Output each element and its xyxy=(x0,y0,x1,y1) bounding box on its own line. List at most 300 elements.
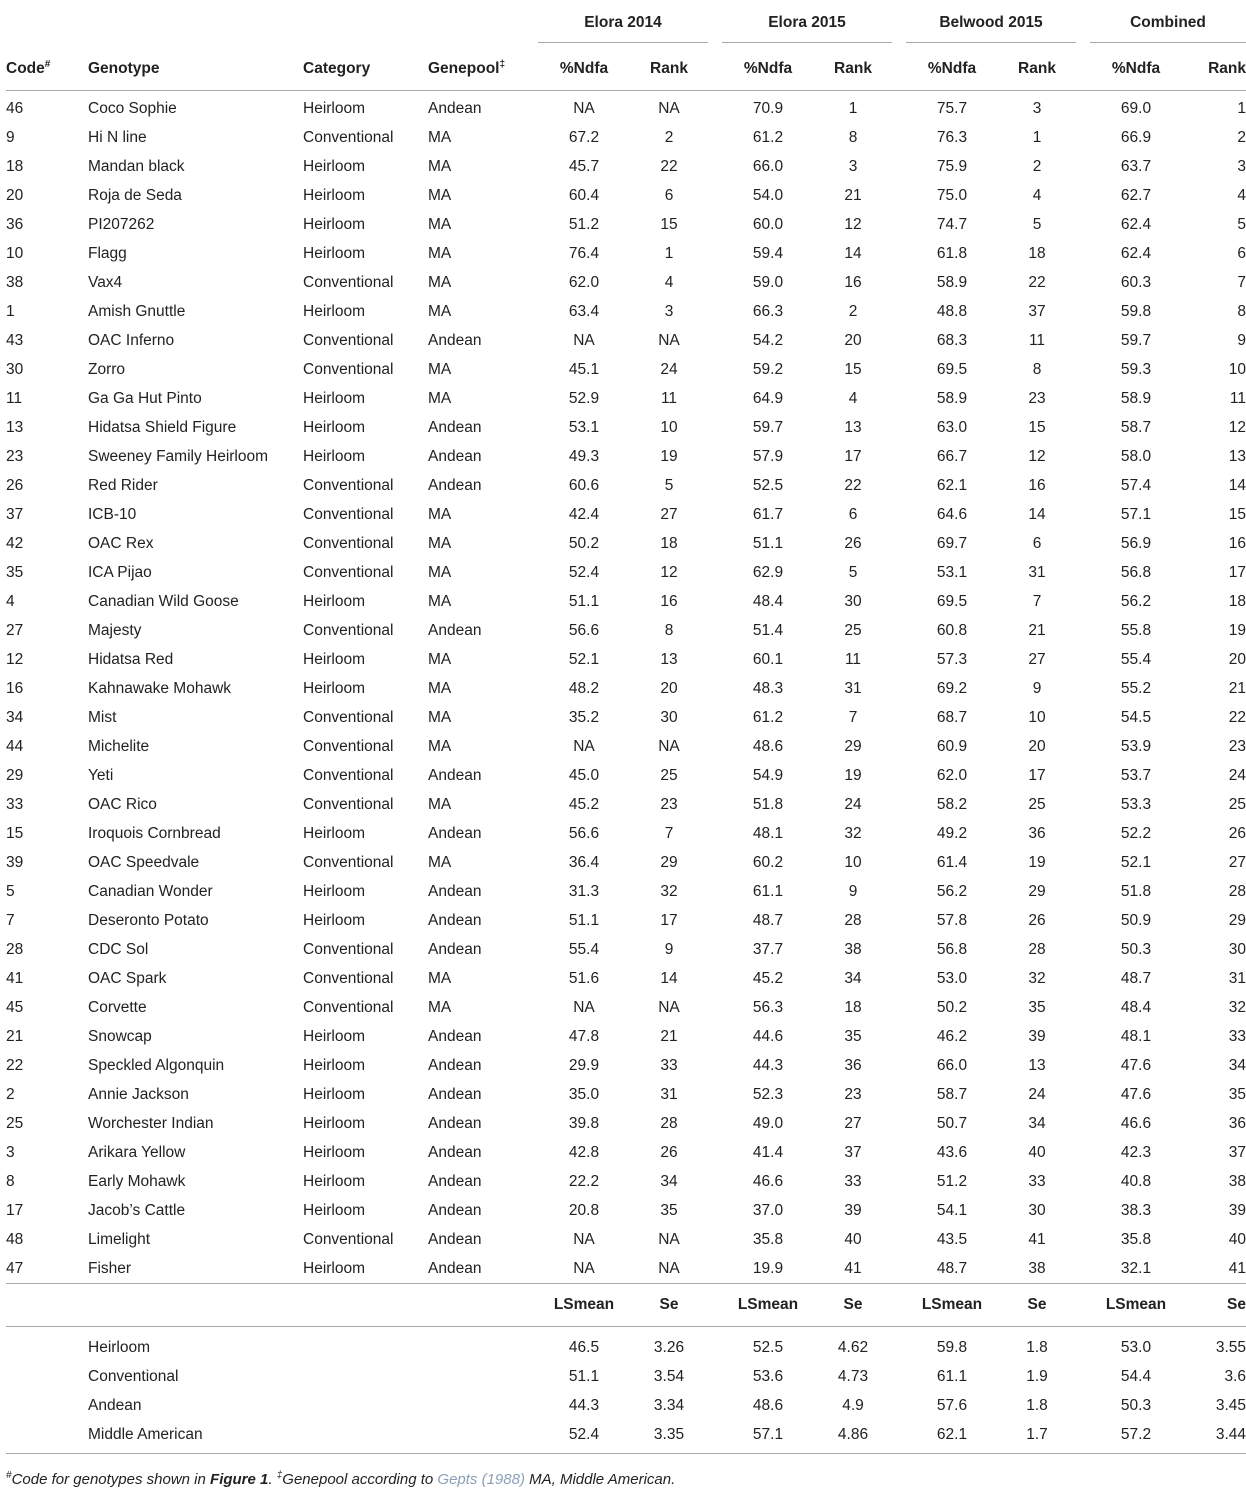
cell-category: Conventional xyxy=(303,969,394,987)
table-row xyxy=(6,645,1246,674)
cell-elora2015-ndfa: 35.8 xyxy=(752,1230,784,1248)
cell-elora2015-ndfa: 52.3 xyxy=(752,1085,784,1103)
cell-genotype: Red Rider xyxy=(88,476,158,494)
cell-elora2014-ndfa: 49.3 xyxy=(568,447,600,465)
col-header-ndfa: %Ndfa xyxy=(722,48,814,91)
cell-belwood2015-rank: 16 xyxy=(1028,476,1046,494)
col-header-genepool: Genepool‡ xyxy=(428,48,538,91)
cell-belwood2015-rank: 27 xyxy=(1028,650,1046,668)
cell-code: 42 xyxy=(6,534,24,552)
cell-elora2015-rank: 21 xyxy=(844,186,862,204)
cell-genepool: MA xyxy=(428,563,452,581)
cell-code: 22 xyxy=(6,1056,24,1074)
cell-belwood2015-ndfa: 69.5 xyxy=(936,592,968,610)
table-row xyxy=(6,1254,1246,1284)
cell-elora2014-ndfa: 45.0 xyxy=(568,766,600,784)
cell-category: Heirloom xyxy=(303,1085,366,1103)
cell-combined-rank: 15 xyxy=(1228,505,1246,523)
cell-belwood2015-rank: 8 xyxy=(1032,360,1042,378)
cell-code: 21 xyxy=(6,1027,24,1045)
cell-genepool: Andean xyxy=(428,1114,482,1132)
table-row xyxy=(6,239,1246,268)
cell-combined-ndfa: 62.4 xyxy=(1120,244,1152,262)
cell-genepool: MA xyxy=(428,505,452,523)
cell-belwood2015-rank: 23 xyxy=(1028,389,1046,407)
cell-elora2014-rank: 14 xyxy=(660,969,678,987)
cell-elora2014-ndfa: 39.8 xyxy=(568,1114,600,1132)
cell-belwood2015-se: 1.9 xyxy=(1026,1367,1048,1385)
cell-elora2014-rank: NA xyxy=(658,1259,680,1277)
cell-belwood2015-ndfa: 57.8 xyxy=(936,911,968,929)
cell-elora2014-rank: 22 xyxy=(660,157,678,175)
cell-combined-ndfa: 53.9 xyxy=(1120,737,1152,755)
cell-belwood2015-ndfa: 69.2 xyxy=(936,679,968,697)
cell-elora2015-rank: 17 xyxy=(844,447,862,465)
cell-elora2015-ndfa: 46.6 xyxy=(752,1172,784,1190)
cell-combined-ndfa: 58.9 xyxy=(1120,389,1152,407)
table-row xyxy=(6,616,1246,645)
cell-combined-rank: 25 xyxy=(1228,795,1246,813)
cell-belwood2015-ndfa: 57.3 xyxy=(936,650,968,668)
col-header-ndfa: %Ndfa xyxy=(538,48,630,91)
table-row xyxy=(6,1225,1246,1254)
cell-combined-ndfa: 47.6 xyxy=(1120,1056,1152,1074)
cell-belwood2015-ndfa: 62.0 xyxy=(936,766,968,784)
cell-combined-ndfa: 52.2 xyxy=(1120,824,1152,842)
cell-elora2014-rank: 3 xyxy=(664,302,674,320)
cell-elora2015-rank: 3 xyxy=(848,157,858,175)
cell-genotype: OAC Rex xyxy=(88,534,154,552)
table-row xyxy=(6,413,1246,442)
cell-belwood2015-rank: 31 xyxy=(1028,563,1046,581)
cell-genepool: Andean xyxy=(428,940,482,958)
cell-code: 43 xyxy=(6,331,24,349)
cell-category: Conventional xyxy=(303,128,394,146)
cell-belwood2015-ndfa: 74.7 xyxy=(936,215,968,233)
cell-combined-rank: 10 xyxy=(1228,360,1246,378)
cell-code: 37 xyxy=(6,505,24,523)
cell-code: 33 xyxy=(6,795,24,813)
cell-combined-ndfa: 57.4 xyxy=(1120,476,1152,494)
cell-genepool: Andean xyxy=(428,331,482,349)
cell-combined-ndfa: 46.6 xyxy=(1120,1114,1152,1132)
cell-elora2015-ndfa: 62.9 xyxy=(752,563,784,581)
cell-belwood2015-ndfa: 50.7 xyxy=(936,1114,968,1132)
cell-elora2015-ndfa: 48.4 xyxy=(752,592,784,610)
cell-genepool: MA xyxy=(428,679,452,697)
cell-genotype: Snowcap xyxy=(88,1027,152,1045)
cell-genepool: MA xyxy=(428,244,452,262)
summary-row xyxy=(6,1362,1246,1391)
cell-genepool: MA xyxy=(428,157,452,175)
cell-elora2014-rank: 28 xyxy=(660,1114,678,1132)
table-row xyxy=(6,210,1246,239)
cell-code: 25 xyxy=(6,1114,24,1132)
cell-elora2014-ndfa: NA xyxy=(573,737,595,755)
summary-rows xyxy=(6,1327,1246,1454)
cell-code: 18 xyxy=(6,157,24,175)
table-row xyxy=(6,1109,1246,1138)
cell-elora2015-rank: 36 xyxy=(844,1056,862,1074)
cell-belwood2015-rank: 39 xyxy=(1028,1027,1046,1045)
table-row xyxy=(6,1022,1246,1051)
cell-belwood2015-rank: 41 xyxy=(1028,1230,1046,1248)
cell-elora2015-rank: 37 xyxy=(844,1143,862,1161)
ndfa-table xyxy=(6,6,1246,1454)
cell-combined-ndfa: 54.5 xyxy=(1120,708,1152,726)
cell-combined-ndfa: 55.4 xyxy=(1120,650,1152,668)
cell-elora2014-ndfa: 67.2 xyxy=(568,128,600,146)
cell-combined-rank: 19 xyxy=(1228,621,1246,639)
summary-label: Middle American xyxy=(88,1420,538,1454)
cell-elora2014-ndfa: 60.4 xyxy=(568,186,600,204)
cell-elora2015-ndfa: 66.0 xyxy=(752,157,784,175)
table-row xyxy=(6,674,1246,703)
cell-elora2015-rank: 40 xyxy=(844,1230,862,1248)
cell-code: 23 xyxy=(6,447,24,465)
cell-elora2015-rank: 18 xyxy=(844,998,862,1016)
cell-elora2015-rank: 34 xyxy=(844,969,862,987)
cell-elora2014-ndfa: 45.1 xyxy=(568,360,600,378)
cell-genepool: MA xyxy=(428,969,452,987)
cell-category: Conventional xyxy=(303,998,394,1016)
cell-belwood2015-rank: 3 xyxy=(1032,99,1042,117)
cell-elora2014-ndfa: 51.6 xyxy=(568,969,600,987)
col-header-category: Category xyxy=(303,48,428,91)
cell-combined-se: 3.45 xyxy=(1215,1396,1246,1414)
cell-category: Conventional xyxy=(303,534,394,552)
cell-elora2014-rank: NA xyxy=(658,737,680,755)
cell-elora2014-ndfa: 42.8 xyxy=(568,1143,600,1161)
cell-elora2014-ndfa: 35.2 xyxy=(568,708,600,726)
cell-code: 36 xyxy=(6,215,24,233)
col-header-se: Se xyxy=(1182,1284,1246,1327)
cell-elora2014-se: 3.26 xyxy=(653,1338,685,1356)
cell-elora2015-ndfa: 54.0 xyxy=(752,186,784,204)
cell-belwood2015-ndfa: 66.7 xyxy=(936,447,968,465)
cell-category: Heirloom xyxy=(303,1056,366,1074)
cell-combined-rank: 33 xyxy=(1228,1027,1246,1045)
cell-elora2014-ndfa: 45.2 xyxy=(568,795,600,813)
table-row xyxy=(6,1051,1246,1080)
cell-category: Heirloom xyxy=(303,215,366,233)
cell-category: Conventional xyxy=(303,563,394,581)
cell-elora2015-ndfa: 37.7 xyxy=(752,940,784,958)
cell-elora2015-ndfa: 66.3 xyxy=(752,302,784,320)
cell-genepool: MA xyxy=(428,737,452,755)
cell-code: 41 xyxy=(6,969,24,987)
cell-category: Conventional xyxy=(303,853,394,871)
results-table-container xyxy=(6,6,1246,1454)
cell-combined-rank: 22 xyxy=(1228,708,1246,726)
cell-elora2014-ndfa: 50.2 xyxy=(568,534,600,552)
cell-combined-rank: 28 xyxy=(1228,882,1246,900)
cell-elora2015-rank: 2 xyxy=(848,302,858,320)
cell-genotype: OAC Inferno xyxy=(88,331,175,349)
summary-label: Conventional xyxy=(88,1367,179,1385)
cell-elora2015-ndfa: 61.2 xyxy=(752,708,784,726)
cell-elora2015-ndfa: 59.7 xyxy=(752,418,784,436)
cell-combined-ndfa: 32.1 xyxy=(1120,1259,1152,1277)
cell-combined-rank: 24 xyxy=(1228,766,1246,784)
table-row xyxy=(6,442,1246,471)
cell-elora2015-ndfa: 70.9 xyxy=(752,99,784,117)
cell-combined-se: 3.55 xyxy=(1215,1338,1246,1356)
cell-code: 34 xyxy=(6,708,24,726)
col-header-code: Code# xyxy=(6,48,88,91)
cell-elora2014-ndfa: 56.6 xyxy=(568,621,600,639)
cell-belwood2015-rank: 19 xyxy=(1028,853,1046,871)
cell-category: Conventional xyxy=(303,940,394,958)
cell-code: 47 xyxy=(6,1259,24,1277)
cell-combined-ndfa: 62.7 xyxy=(1120,186,1152,204)
cell-category: Heirloom xyxy=(303,447,366,465)
figure-reference: Figure 1 xyxy=(210,1471,269,1488)
cell-genotype: Mandan black xyxy=(88,157,185,175)
cell-genotype: OAC Rico xyxy=(88,795,157,813)
cell-code: 39 xyxy=(6,853,24,871)
cell-elora2015-ndfa: 37.0 xyxy=(752,1201,784,1219)
cell-elora2014-rank: 31 xyxy=(660,1085,678,1103)
cell-genepool: MA xyxy=(428,360,452,378)
cell-elora2015-ndfa: 51.4 xyxy=(752,621,784,639)
cell-combined-ndfa: 55.8 xyxy=(1120,621,1152,639)
cell-elora2014-ndfa: 31.3 xyxy=(568,882,600,900)
cell-elora2014-ndfa: NA xyxy=(573,1230,595,1248)
cell-elora2015-ndfa: 48.6 xyxy=(752,737,784,755)
cell-combined-ndfa: 52.1 xyxy=(1120,853,1152,871)
cell-combined-rank: 9 xyxy=(1237,331,1246,349)
cell-elora2014-rank: 24 xyxy=(660,360,678,378)
cell-belwood2015-ndfa: 43.6 xyxy=(936,1143,968,1161)
cell-elora2014-se: 3.34 xyxy=(653,1396,685,1414)
col-header-rank: Rank xyxy=(1182,48,1246,91)
cell-genepool: Andean xyxy=(428,824,482,842)
cell-genepool: Andean xyxy=(428,99,482,117)
cell-combined-ndfa: 42.3 xyxy=(1120,1143,1152,1161)
cell-elora2015-rank: 8 xyxy=(848,128,858,146)
table-row xyxy=(6,123,1246,152)
cell-genepool: Andean xyxy=(428,447,482,465)
cell-elora2015-rank: 31 xyxy=(844,679,862,697)
cell-genepool: MA xyxy=(428,998,452,1016)
cell-category: Conventional xyxy=(303,476,394,494)
cell-combined-rank: 8 xyxy=(1237,302,1246,320)
cell-code: 35 xyxy=(6,563,24,581)
cell-elora2015-rank: 1 xyxy=(848,99,858,117)
cell-code: 3 xyxy=(6,1143,15,1161)
cell-elora2014-lsmean: 46.5 xyxy=(568,1338,600,1356)
cell-code: 17 xyxy=(6,1201,24,1219)
cell-belwood2015-ndfa: 56.2 xyxy=(936,882,968,900)
cell-code: 1 xyxy=(6,302,15,320)
cell-code: 48 xyxy=(6,1230,24,1248)
cell-combined-rank: 13 xyxy=(1228,447,1246,465)
table-row xyxy=(6,152,1246,181)
cell-category: Conventional xyxy=(303,331,394,349)
table-row xyxy=(6,500,1246,529)
cell-combined-ndfa: 59.7 xyxy=(1120,331,1152,349)
cell-elora2015-se: 4.73 xyxy=(837,1367,869,1385)
cell-genepool: Andean xyxy=(428,1201,482,1219)
cell-elora2014-rank: 33 xyxy=(660,1056,678,1074)
cell-elora2014-ndfa: 48.2 xyxy=(568,679,600,697)
cell-category: Heirloom xyxy=(303,157,366,175)
cell-elora2014-rank: 32 xyxy=(660,882,678,900)
table-row xyxy=(6,384,1246,413)
cell-category: Heirloom xyxy=(303,650,366,668)
cell-belwood2015-ndfa: 58.2 xyxy=(936,795,968,813)
cell-elora2014-ndfa: 62.0 xyxy=(568,273,600,291)
cell-combined-ndfa: 56.9 xyxy=(1120,534,1152,552)
cell-elora2015-rank: 14 xyxy=(844,244,862,262)
cell-belwood2015-rank: 5 xyxy=(1032,215,1042,233)
cell-combined-rank: 21 xyxy=(1228,679,1246,697)
cell-elora2015-rank: 26 xyxy=(844,534,862,552)
cell-belwood2015-rank: 28 xyxy=(1028,940,1046,958)
cell-combined-se: 3.6 xyxy=(1224,1367,1246,1385)
cell-genotype: ICA Pijao xyxy=(88,563,152,581)
cell-category: Heirloom xyxy=(303,911,366,929)
cell-elora2015-rank: 35 xyxy=(844,1027,862,1045)
cell-combined-rank: 2 xyxy=(1237,128,1246,146)
cell-combined-ndfa: 56.2 xyxy=(1120,592,1152,610)
cell-elora2015-rank: 4 xyxy=(848,389,858,407)
table-row xyxy=(6,1080,1246,1109)
cell-elora2015-rank: 25 xyxy=(844,621,862,639)
cell-elora2015-ndfa: 48.1 xyxy=(752,824,784,842)
cell-elora2014-rank: 9 xyxy=(664,940,674,958)
cell-genotype: Limelight xyxy=(88,1230,151,1248)
cell-elora2015-ndfa: 60.1 xyxy=(752,650,784,668)
group-header-combined: Combined xyxy=(1090,6,1246,48)
cell-elora2015-ndfa: 52.5 xyxy=(752,476,784,494)
cell-elora2014-rank: 4 xyxy=(664,273,674,291)
cell-code: 15 xyxy=(6,824,24,842)
cell-elora2014-ndfa: 53.1 xyxy=(568,418,600,436)
cell-combined-lsmean: 53.0 xyxy=(1120,1338,1152,1356)
cell-elora2014-rank: 27 xyxy=(660,505,678,523)
cell-code: 11 xyxy=(6,389,23,407)
data-rows xyxy=(6,91,1246,1284)
cell-category: Heirloom xyxy=(303,1172,366,1190)
cell-combined-rank: 20 xyxy=(1228,650,1246,668)
cell-genepool: Andean xyxy=(428,766,482,784)
cell-category: Heirloom xyxy=(303,99,366,117)
table-row xyxy=(6,91,1246,124)
cell-category: Heirloom xyxy=(303,302,366,320)
cell-elora2015-rank: 13 xyxy=(844,418,862,436)
cell-code: 8 xyxy=(6,1172,15,1190)
col-header-rank: Rank xyxy=(814,48,892,91)
cell-genepool: Andean xyxy=(428,1230,482,1248)
cell-genepool: Andean xyxy=(428,1172,482,1190)
cell-genotype: OAC Spark xyxy=(88,969,167,987)
cell-elora2014-rank: 13 xyxy=(660,650,678,668)
cell-elora2015-rank: 32 xyxy=(844,824,862,842)
cell-elora2014-rank: 2 xyxy=(664,128,674,146)
cell-belwood2015-ndfa: 48.7 xyxy=(936,1259,968,1277)
table-row xyxy=(6,848,1246,877)
cell-combined-rank: 12 xyxy=(1228,418,1246,436)
cell-belwood2015-ndfa: 63.0 xyxy=(936,418,968,436)
cell-code: 30 xyxy=(6,360,24,378)
table-row xyxy=(6,1138,1246,1167)
cell-category: Heirloom xyxy=(303,824,366,842)
col-header-genotype: Genotype xyxy=(88,48,303,91)
cell-combined-rank: 31 xyxy=(1228,969,1246,987)
cell-combined-ndfa: 58.7 xyxy=(1120,418,1152,436)
cell-combined-rank: 27 xyxy=(1228,853,1246,871)
cell-belwood2015-rank: 7 xyxy=(1032,592,1042,610)
cell-belwood2015-ndfa: 61.4 xyxy=(936,853,968,871)
cell-belwood2015-rank: 29 xyxy=(1028,882,1046,900)
summary-header-row xyxy=(6,1284,1246,1327)
cell-elora2015-rank: 19 xyxy=(844,766,862,784)
citation-link[interactable]: Gepts (1988) xyxy=(437,1471,525,1488)
cell-elora2015-rank: 10 xyxy=(844,853,862,871)
cell-elora2015-ndfa: 61.7 xyxy=(752,505,784,523)
cell-elora2015-rank: 7 xyxy=(848,708,858,726)
cell-belwood2015-ndfa: 75.7 xyxy=(936,99,968,117)
cell-genotype: Deseronto Potato xyxy=(88,911,209,929)
cell-elora2015-rank: 22 xyxy=(844,476,862,494)
cell-belwood2015-ndfa: 51.2 xyxy=(936,1172,968,1190)
cell-genotype: PI207262 xyxy=(88,215,155,233)
cell-code: 12 xyxy=(6,650,24,668)
summary-row xyxy=(6,1327,1246,1363)
col-header-ndfa: %Ndfa xyxy=(906,48,998,91)
cell-combined-ndfa: 69.0 xyxy=(1120,99,1152,117)
cell-elora2015-lsmean: 57.1 xyxy=(722,1420,814,1454)
cell-combined-ndfa: 35.8 xyxy=(1120,1230,1152,1248)
cell-belwood2015-rank: 24 xyxy=(1028,1085,1046,1103)
cell-elora2014-ndfa: 20.8 xyxy=(568,1201,600,1219)
table-row xyxy=(6,732,1246,761)
cell-combined-ndfa: 51.8 xyxy=(1120,882,1152,900)
cell-genepool: MA xyxy=(428,215,452,233)
cell-elora2014-rank: 12 xyxy=(660,563,678,581)
cell-elora2015-ndfa: 49.0 xyxy=(752,1114,784,1132)
cell-elora2015-ndfa: 48.3 xyxy=(752,679,784,697)
cell-belwood2015-rank: 40 xyxy=(1028,1143,1046,1161)
cell-belwood2015-rank: 22 xyxy=(1028,273,1046,291)
cell-combined-rank: 32 xyxy=(1228,998,1246,1016)
cell-elora2015-rank: 6 xyxy=(848,505,858,523)
cell-belwood2015-ndfa: 76.3 xyxy=(936,128,968,146)
cell-elora2015-rank: 16 xyxy=(844,273,862,291)
cell-elora2014-rank: NA xyxy=(658,998,680,1016)
cell-elora2014-ndfa: NA xyxy=(573,1259,595,1277)
cell-elora2014-rank: 29 xyxy=(660,853,678,871)
cell-belwood2015-rank: 21 xyxy=(1028,621,1046,639)
cell-elora2015-ndfa: 64.9 xyxy=(752,389,784,407)
cell-code: 13 xyxy=(6,418,24,436)
cell-genotype: Iroquois Cornbread xyxy=(88,824,221,842)
cell-belwood2015-lsmean: 61.1 xyxy=(936,1367,968,1385)
cell-combined-lsmean: 54.4 xyxy=(1120,1367,1152,1385)
cell-category: Conventional xyxy=(303,795,394,813)
cell-belwood2015-rank: 2 xyxy=(1032,157,1042,175)
cell-elora2014-se: 3.54 xyxy=(653,1367,685,1385)
cell-combined-rank: 41 xyxy=(1228,1259,1246,1277)
cell-genotype: Speckled Algonquin xyxy=(88,1056,225,1074)
summary-label: Andean xyxy=(88,1396,142,1414)
col-header-lsmean: LSmean xyxy=(722,1284,814,1327)
cell-elora2014-ndfa: NA xyxy=(573,99,595,117)
cell-elora2015-lsmean: 53.6 xyxy=(752,1367,784,1385)
cell-elora2014-se: 3.35 xyxy=(630,1420,708,1454)
